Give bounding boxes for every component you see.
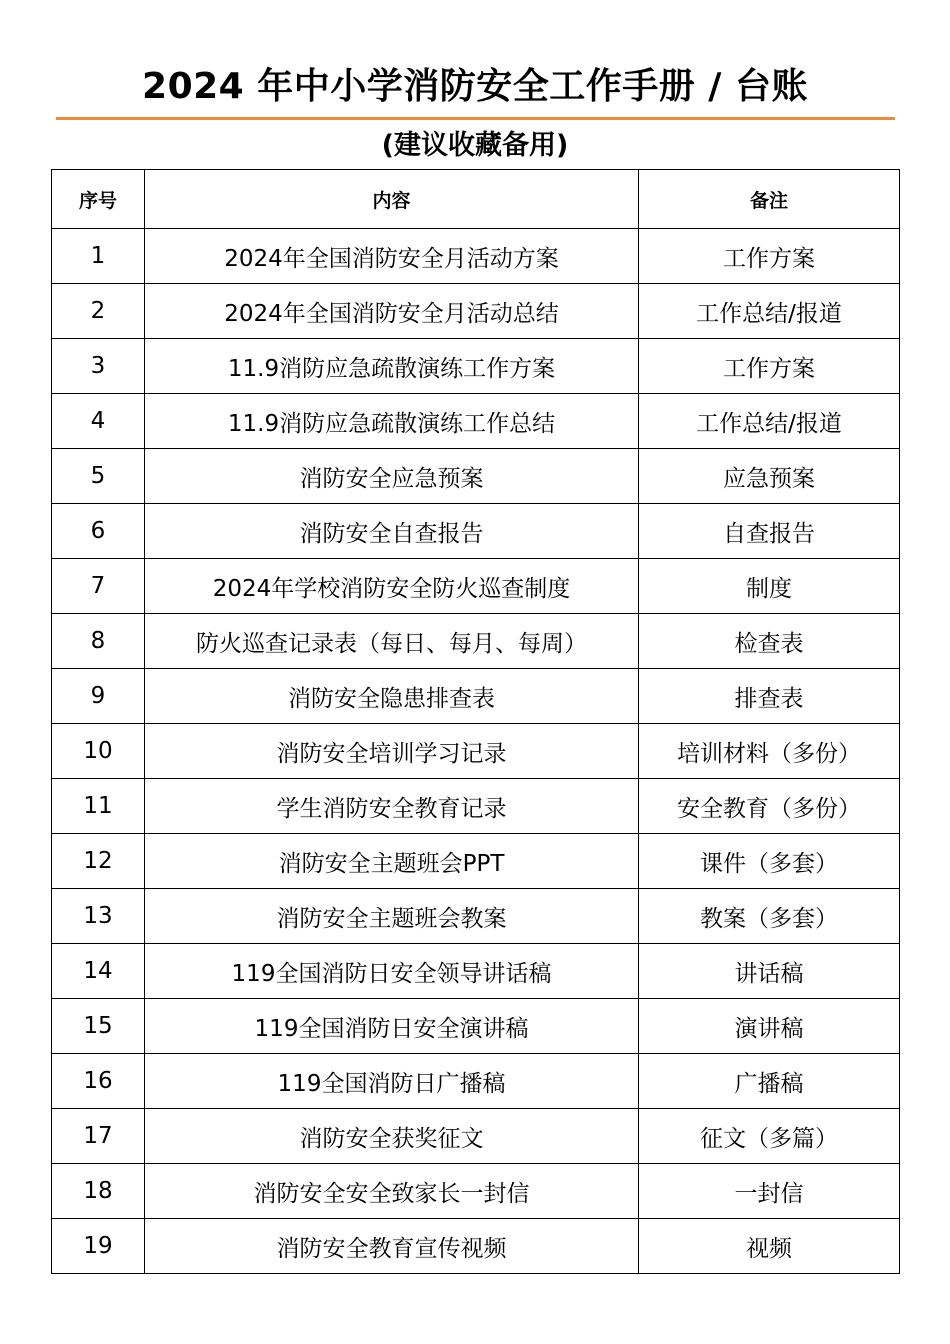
- table-row: [52, 999, 900, 1054]
- title-divider: [56, 117, 895, 120]
- row-content: 119全国消防日安全领导讲话稿: [145, 944, 639, 999]
- row-index: 9: [52, 669, 145, 724]
- row-content: 防火巡查记录表（每日、每月、每周）: [145, 614, 639, 669]
- header-note: 备注: [639, 170, 900, 229]
- page-title: 2024 年中小学消防安全工作手册 / 台账: [142, 66, 808, 107]
- row-note: 课件（多套）: [639, 834, 900, 889]
- row-content: 消防安全安全致家长一封信: [145, 1164, 639, 1219]
- row-note: 应急预案: [639, 449, 900, 504]
- row-content: 消防安全自查报告: [145, 504, 639, 559]
- row-index: 16: [52, 1054, 145, 1109]
- table-row: [52, 1109, 900, 1164]
- row-index: 10: [52, 724, 145, 779]
- row-note: 一封信: [639, 1164, 900, 1219]
- table-row: [52, 889, 900, 944]
- table-row: [52, 669, 900, 724]
- row-content: 2024年全国消防安全月活动总结: [145, 284, 639, 339]
- row-note: 排查表: [639, 669, 900, 724]
- row-index: 6: [52, 504, 145, 559]
- header-content: 内容: [145, 170, 639, 229]
- row-index: 12: [52, 834, 145, 889]
- row-content: 消防安全培训学习记录: [145, 724, 639, 779]
- row-index: 11: [52, 779, 145, 834]
- table-row: [52, 779, 900, 834]
- row-note: 教案（多套）: [639, 889, 900, 944]
- table-row: [52, 834, 900, 889]
- row-note: 自查报告: [639, 504, 900, 559]
- table-row: [52, 449, 900, 504]
- row-note: 安全教育（多份）: [639, 779, 900, 834]
- table-row: [52, 944, 900, 999]
- table-row: [52, 724, 900, 779]
- table-row: [52, 1219, 900, 1274]
- row-index: 4: [52, 394, 145, 449]
- row-note: 培训材料（多份）: [639, 724, 900, 779]
- row-content: 11.9消防应急疏散演练工作总结: [145, 394, 639, 449]
- table-row: [52, 614, 900, 669]
- table-row: [52, 504, 900, 559]
- row-content: 11.9消防应急疏散演练工作方案: [145, 339, 639, 394]
- table-row: [52, 339, 900, 394]
- row-index: 15: [52, 999, 145, 1054]
- row-content: 消防安全应急预案: [145, 449, 639, 504]
- row-note: 工作总结/报道: [639, 284, 900, 339]
- row-content: 消防安全获奖征文: [145, 1109, 639, 1164]
- row-content: 2024年全国消防安全月活动方案: [145, 229, 639, 284]
- row-index: 3: [52, 339, 145, 394]
- row-index: 2: [52, 284, 145, 339]
- document-table: [51, 169, 900, 1274]
- row-note: 演讲稿: [639, 999, 900, 1054]
- table-row: [52, 1164, 900, 1219]
- row-index: 18: [52, 1164, 145, 1219]
- row-content: 119全国消防日广播稿: [145, 1054, 639, 1109]
- row-content: 消防安全主题班会教案: [145, 889, 639, 944]
- table-row: [52, 394, 900, 449]
- row-note: 检查表: [639, 614, 900, 669]
- row-content: 119全国消防日安全演讲稿: [145, 999, 639, 1054]
- row-note: 征文（多篇）: [639, 1109, 900, 1164]
- table-row: [52, 1054, 900, 1109]
- row-note: 制度: [639, 559, 900, 614]
- row-note: 广播稿: [639, 1054, 900, 1109]
- row-note: 工作总结/报道: [639, 394, 900, 449]
- row-note: 工作方案: [639, 229, 900, 284]
- row-index: 19: [52, 1219, 145, 1274]
- row-index: 17: [52, 1109, 145, 1164]
- table-row: [52, 559, 900, 614]
- table-row: [52, 284, 900, 339]
- row-content: 消防安全教育宣传视频: [145, 1219, 639, 1274]
- row-index: 8: [52, 614, 145, 669]
- header-index: 序号: [52, 170, 145, 229]
- row-note: 视频: [639, 1219, 900, 1274]
- page-subtitle: (建议收藏备用): [381, 130, 569, 161]
- row-index: 14: [52, 944, 145, 999]
- row-index: 5: [52, 449, 145, 504]
- table-header-row: [52, 170, 900, 229]
- row-content: 消防安全主题班会PPT: [145, 834, 639, 889]
- row-content: 消防安全隐患排查表: [145, 669, 639, 724]
- row-index: 7: [52, 559, 145, 614]
- row-content: 学生消防安全教育记录: [145, 779, 639, 834]
- row-index: 1: [52, 229, 145, 284]
- row-index: 13: [52, 889, 145, 944]
- table-row: [52, 229, 900, 284]
- row-note: 讲话稿: [639, 944, 900, 999]
- row-note: 工作方案: [639, 339, 900, 394]
- row-content: 2024年学校消防安全防火巡查制度: [145, 559, 639, 614]
